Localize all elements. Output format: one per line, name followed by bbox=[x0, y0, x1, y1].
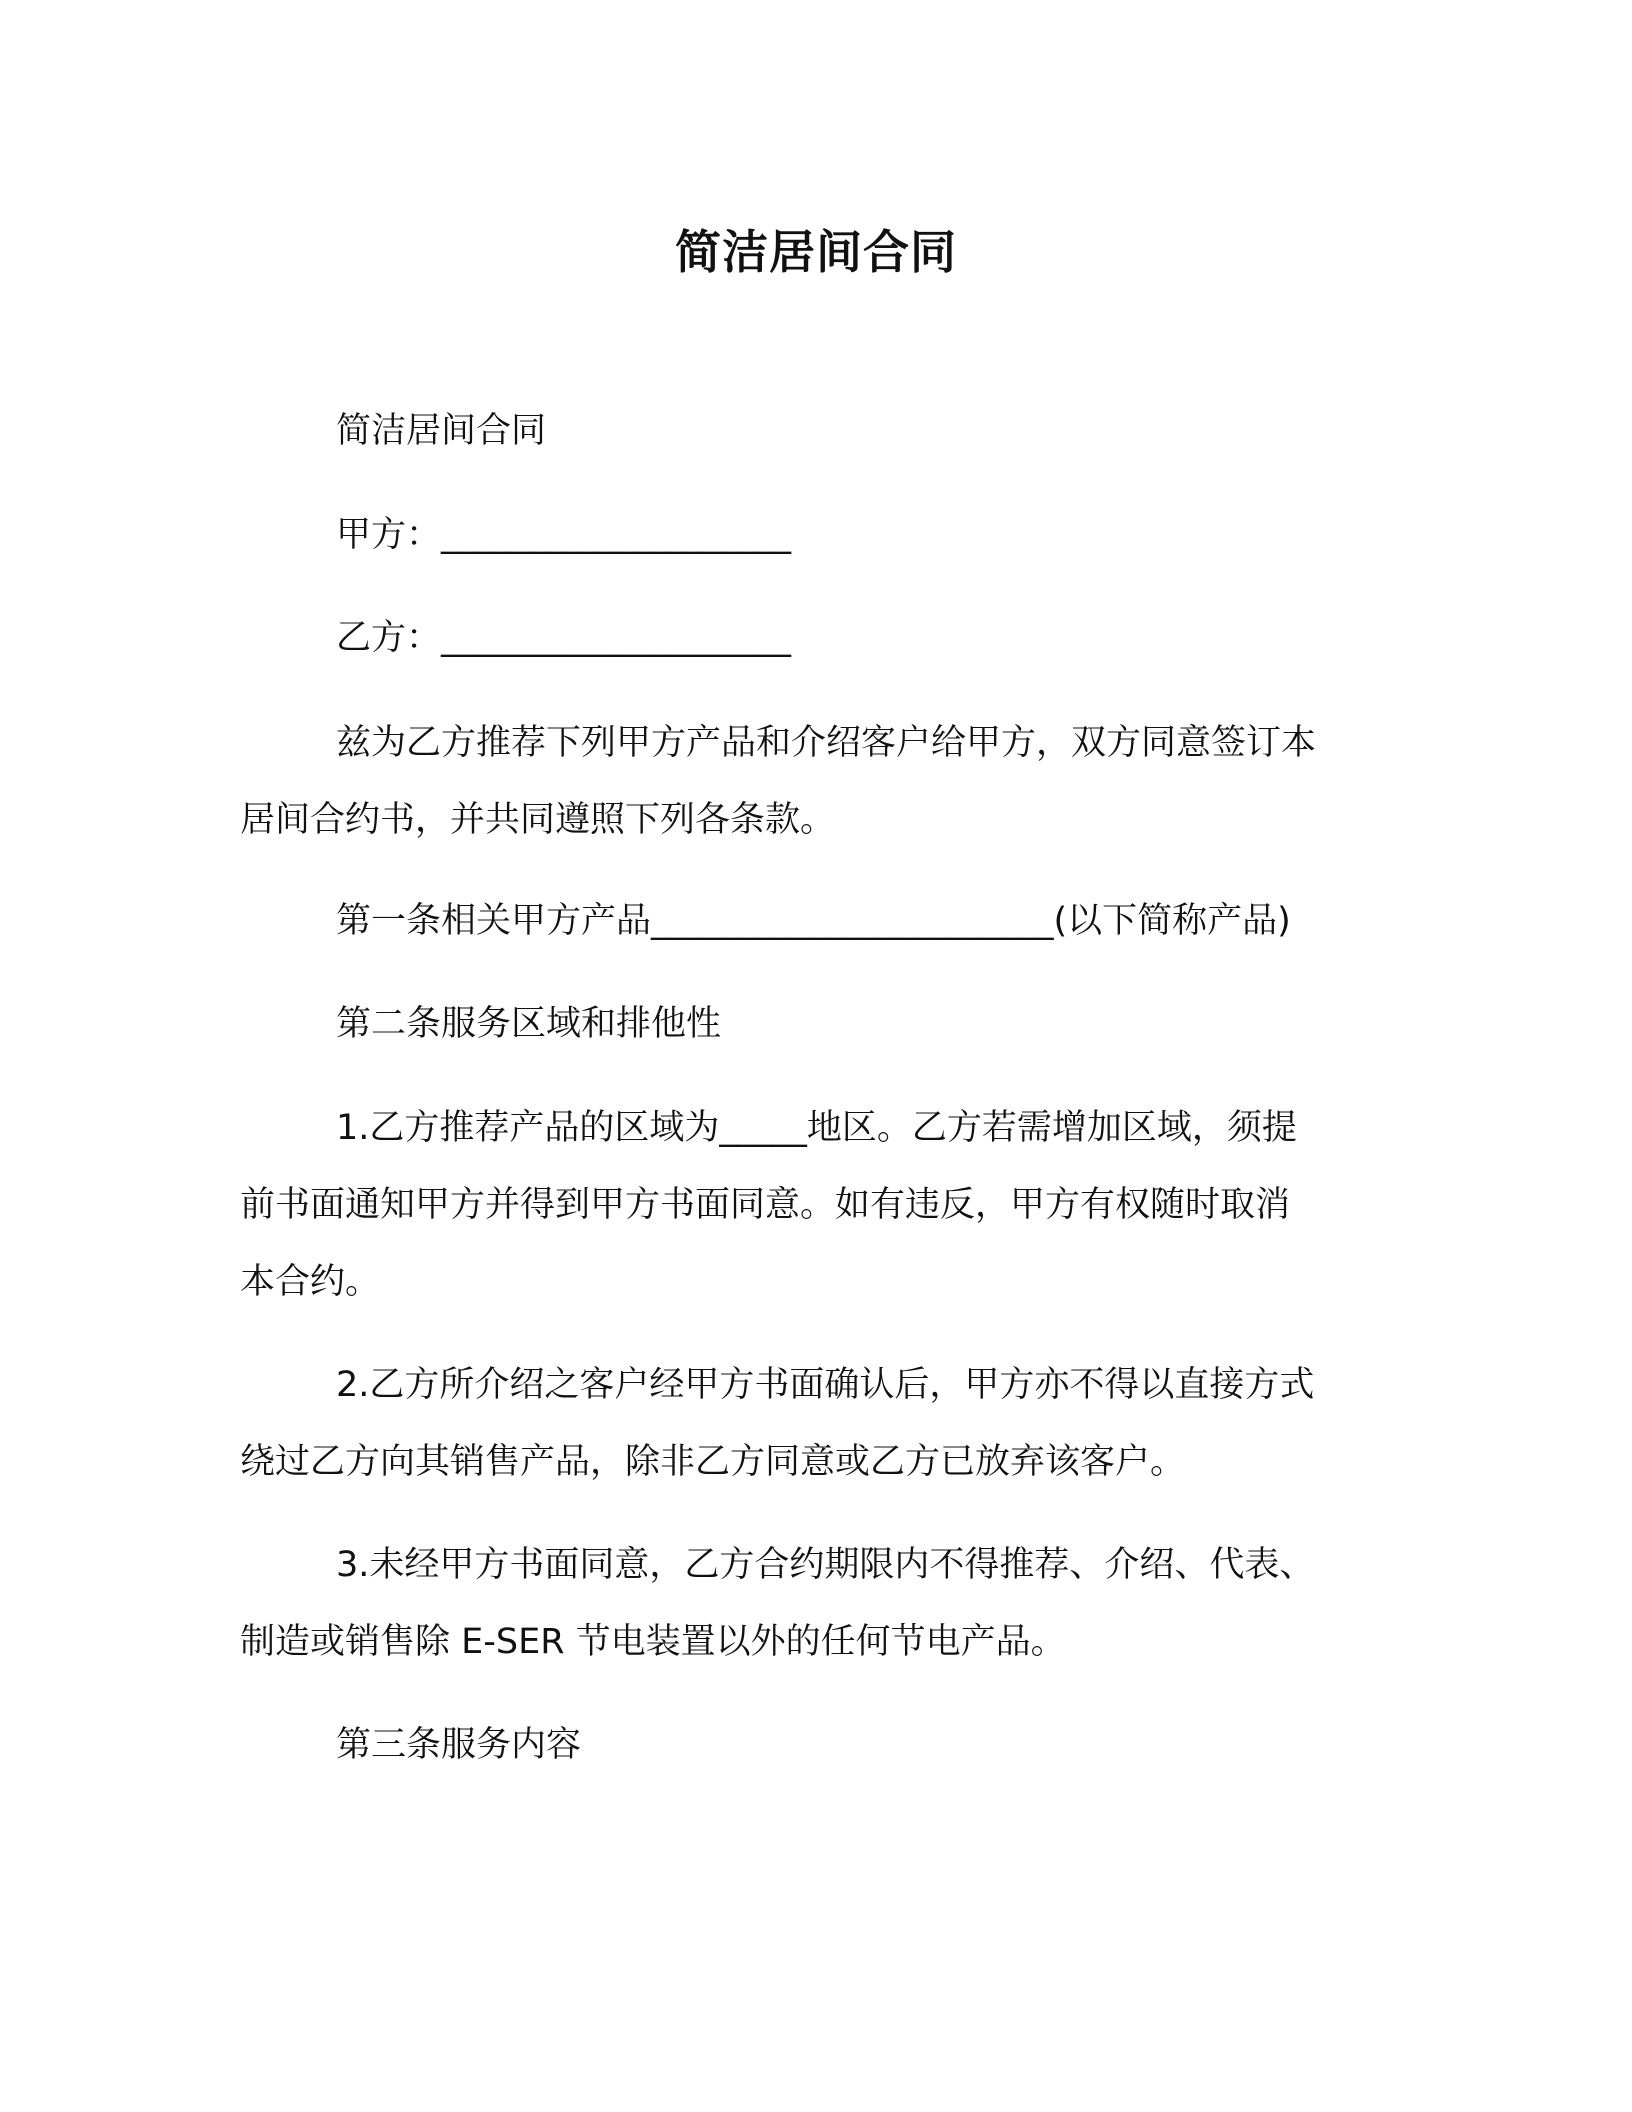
clause-2-line: 2.乙方所介绍之客户经甲方书面确认后，甲方亦不得以直接方式 bbox=[336, 1365, 1315, 1405]
article-1-heading: 第一条相关甲方产品_______________________(以下简称产品) bbox=[336, 901, 1291, 941]
document-subtitle: 简洁居间合同 bbox=[336, 411, 547, 451]
article-2-heading: 第二条服务区域和排他性 bbox=[336, 1004, 722, 1044]
clause-2-paragraph bbox=[240, 1347, 1380, 1501]
clause-1-paragraph bbox=[240, 1090, 1380, 1321]
clause-1-line: 本合约。 bbox=[240, 1262, 381, 1302]
clause-1-line: 1.乙方推荐产品的区域为_____地区。乙方若需增加区域，须提 bbox=[336, 1108, 1297, 1148]
intro-paragraph bbox=[240, 705, 1380, 859]
party-a-line: 甲方：____________________ bbox=[336, 515, 792, 555]
intro-line: 兹为乙方推荐下列甲方产品和介绍客户给甲方，双方同意签订本 bbox=[336, 723, 1317, 763]
party-b-line: 乙方：____________________ bbox=[336, 618, 792, 658]
clause-3-paragraph bbox=[240, 1527, 1380, 1681]
clause-2-line: 绕过乙方向其销售产品，除非乙方同意或乙方已放弃该客户。 bbox=[240, 1442, 1186, 1482]
clause-3-line: 3.未经甲方书面同意，乙方合约期限内不得推荐、介绍、代表、 bbox=[336, 1545, 1315, 1585]
document-title: 简洁居间合同 bbox=[675, 225, 957, 279]
clause-3-line: 制造或销售除 E-SER 节电装置以外的任何节电产品。 bbox=[240, 1622, 1066, 1662]
intro-line: 居间合约书，并共同遵照下列各条款。 bbox=[240, 800, 836, 840]
clause-1-line: 前书面通知甲方并得到甲方书面同意。如有违反，甲方有权随时取消 bbox=[240, 1185, 1291, 1225]
article-3-heading: 第三条服务内容 bbox=[336, 1725, 582, 1765]
